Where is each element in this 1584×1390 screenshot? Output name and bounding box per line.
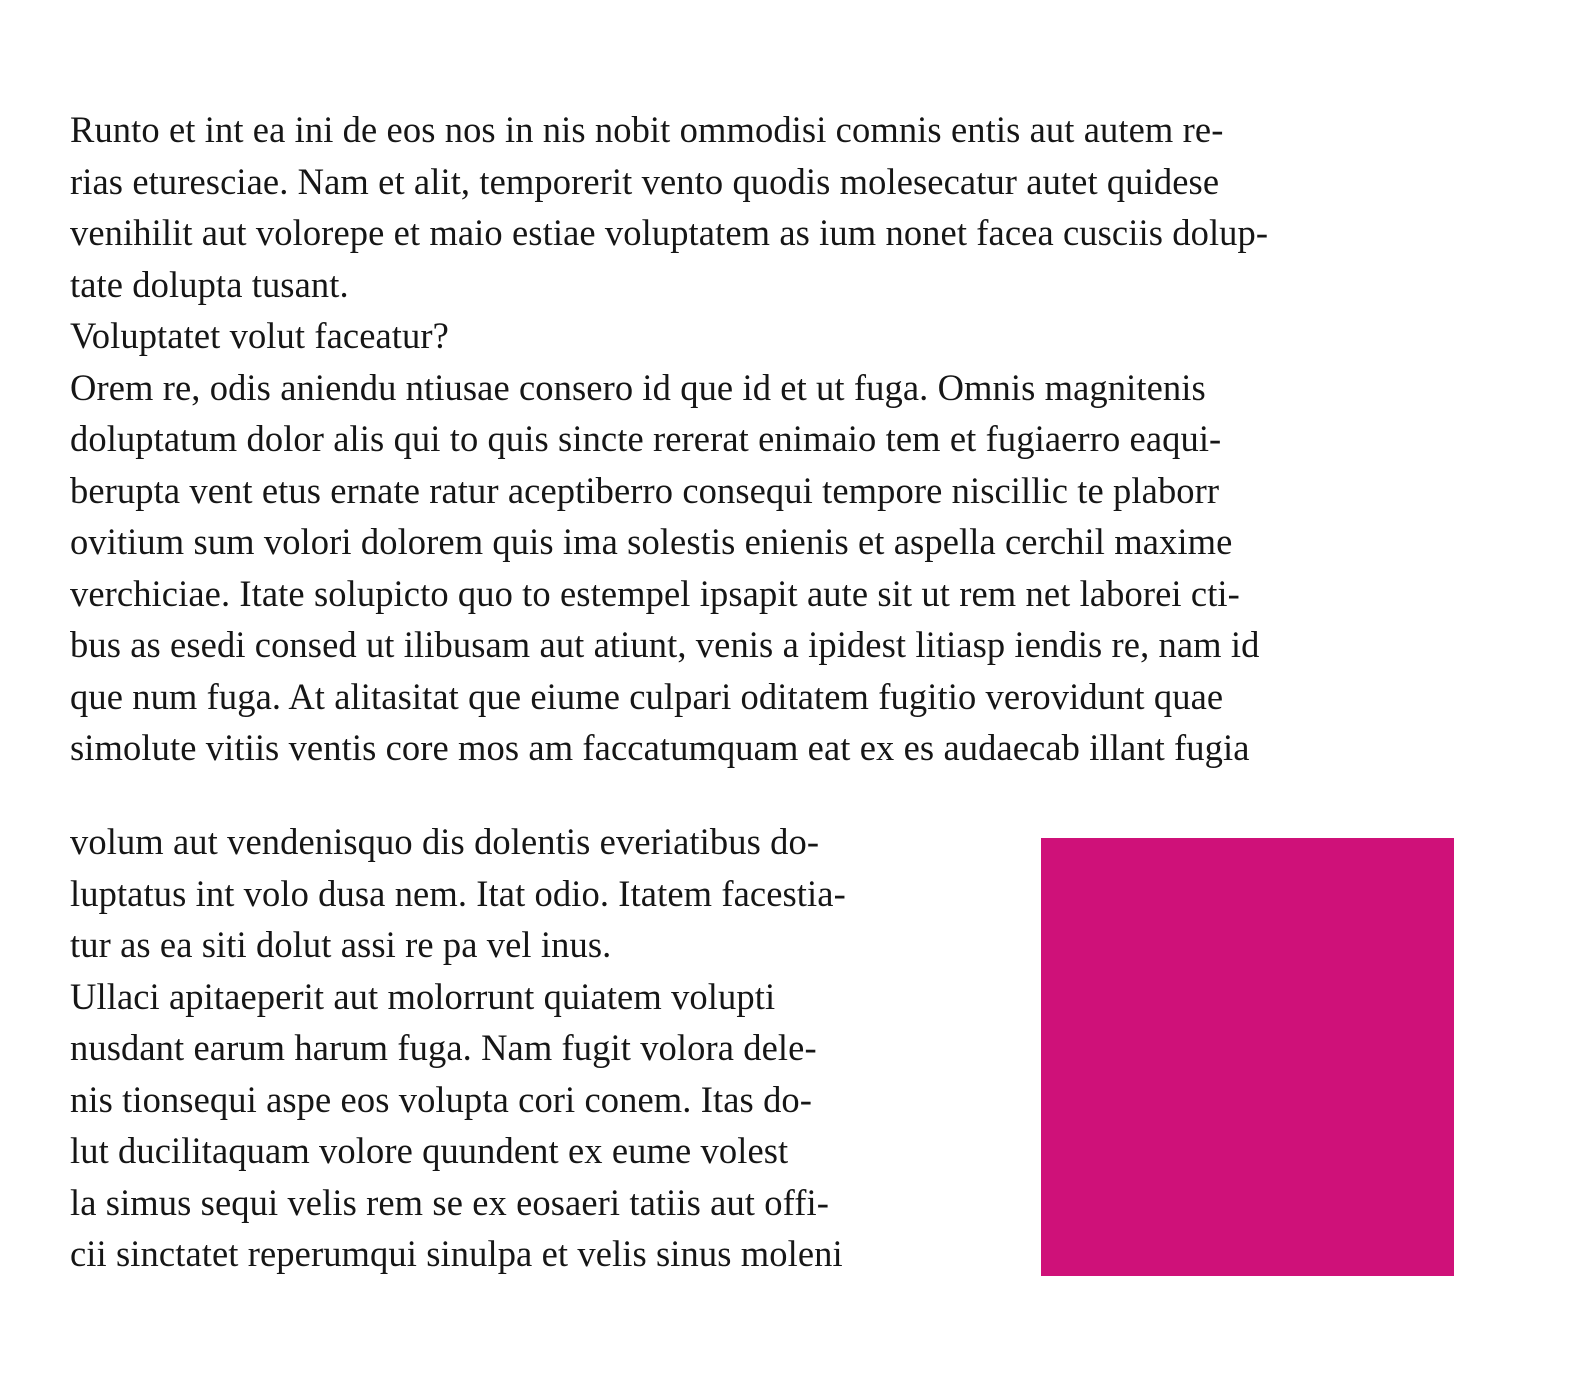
paragraph-3 [70, 362, 1492, 774]
text-line: Voluptatet volut faceatur? [70, 315, 449, 356]
text-line: luptatus int volo dusa nem. Itat odio. Itatem facestia- [70, 872, 846, 914]
text-line: rias eturesciae. Nam et alit, temporerit vento quodis molesecatur autet quidese [70, 160, 1220, 202]
text-line: nis tionsequi aspe eos volupta cori conem. Itas do- [70, 1078, 813, 1120]
text-line: cii sinctatet reperumqui sinulpa et velis sinus moleni [70, 1233, 843, 1274]
text-line: verchiciae. Itate solupicto quo to estempel ipsapit aute sit ut rem net laborei cti- [70, 572, 1240, 614]
text-line: doluptatum dolor alis qui to quis sincte rererat enimaio tem et fugiaerro eaqui- [70, 418, 1222, 459]
text-line: que num fuga. At alitasitat que eiume culpari oditatem fugitio verovidunt quae [70, 675, 1224, 717]
text-line: Ullaci apitaeperit aut molorrunt quiatem volupti [70, 975, 776, 1017]
wrapped-text-column [70, 816, 1010, 1280]
text-line: bus as esedi consed ut ilibusam aut atiunt, venis a ipidest litiasp iendis re, nam id [70, 624, 1260, 665]
pink-square-figure [1041, 838, 1454, 1276]
text-line: Orem re, odis aniendu ntiusae consero id que id et ut fuga. Omnis magnitenis [70, 366, 1206, 408]
text-column [70, 104, 1492, 774]
text-line: lut ducilitaquam volore quundent ex eume volest [70, 1130, 789, 1171]
paragraph-5 [70, 971, 1010, 1280]
paragraph-4 [70, 816, 1010, 971]
text-line: ovitium sum volori dolorem quis ima solestis enienis et aspella cerchil maxime [70, 521, 1233, 562]
text-line: berupta vent etus ernate ratur aceptiberro consequi tempore niscillic te plaborr [70, 469, 1220, 511]
text-line: Runto et int ea ini de eos nos in nis nobit ommodisi comnis entis aut autem re- [70, 109, 1224, 150]
text-line: venihilit aut volorepe et maio estiae voluptatem as ium nonet facea cusciis dolup- [70, 212, 1269, 253]
paragraph-1 [70, 104, 1492, 310]
text-line: volum aut vendenisquo dis dolentis everiatibus do- [70, 821, 820, 862]
text-line: tate dolupta tusant. [70, 263, 349, 305]
text-line: simolute vitiis ventis core mos am faccatumquam eat ex es audaecab illant fugia [70, 727, 1250, 768]
text-line: tur as ea siti dolut assi re pa vel inus. [70, 924, 612, 965]
paragraph-2-question [70, 310, 1492, 362]
text-line: nusdant earum harum fuga. Nam fugit volora dele- [70, 1027, 817, 1068]
text-line: la simus sequi velis rem se ex eosaeri tatiis aut offi- [70, 1181, 829, 1223]
